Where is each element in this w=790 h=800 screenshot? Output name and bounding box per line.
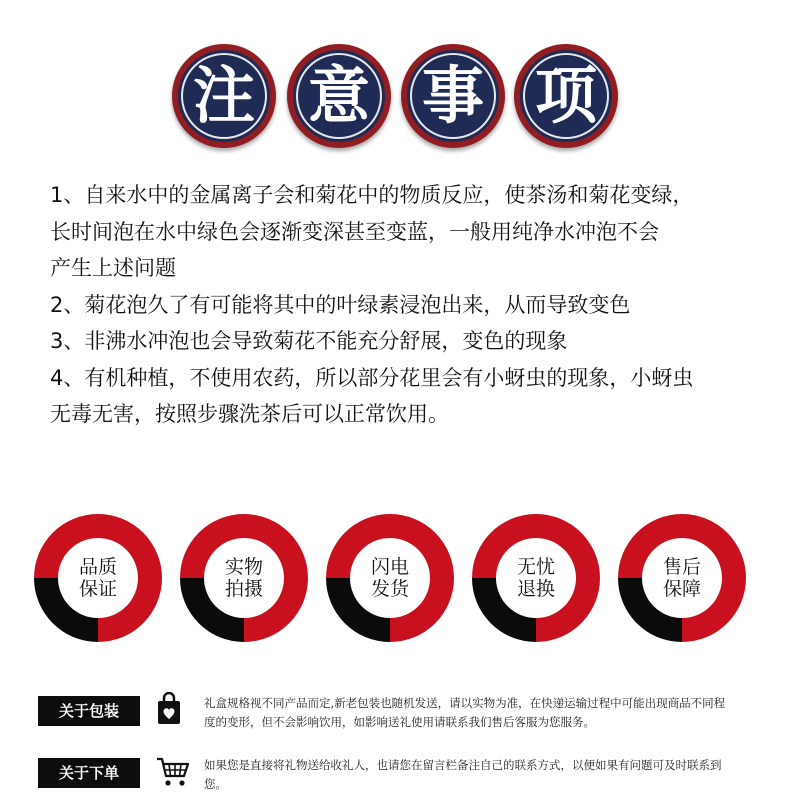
badge-label (350, 538, 430, 618)
badge-line: 拍摄 (224, 578, 263, 600)
shopping-cart-icon (156, 756, 190, 792)
title-char-circle (172, 44, 276, 148)
badge-line: 售后 (662, 556, 701, 578)
badge-line: 品质 (78, 556, 117, 578)
page-title (0, 44, 790, 154)
ordering-text: 如果您是直接将礼物送给收礼人，也请您在留言栏备注自己的联系方式，以便如果有问题可及时联系到您。 (204, 758, 722, 791)
badge-label (642, 538, 722, 618)
notes-list (50, 177, 770, 433)
badge-line: 发货 (370, 578, 409, 600)
after-sales-badge (618, 514, 746, 642)
packaging-label: 关于包装 (38, 696, 140, 726)
note-line: 产生上述问题 (50, 256, 176, 280)
real-photo-badge (180, 514, 308, 642)
note-line: 4、有机种植，不使用农药，所以部分花里会有小蚜虫的现象，小蚜虫 (50, 365, 694, 390)
packaging-info (38, 690, 758, 740)
title-char: 注 (192, 59, 255, 132)
packaging-text: 礼盒规格视不同产品而定,新老包装也随机发送，请以实物为准，在快递运输过程中可能出现商品不同程度的变形，但不会影响饮用，如影响送礼使用请联系我们售后客服为您服务。 (204, 696, 726, 729)
title-char-circle (287, 44, 391, 148)
title-char: 意 (307, 59, 370, 132)
note-line: 长时间泡在水中绿色会逐渐变深甚至变蓝，一般用纯净水冲泡不会 (50, 219, 659, 244)
title-char: 事 (421, 59, 484, 132)
badge-label (58, 538, 138, 618)
easy-return-badge (472, 514, 600, 642)
ordering-label: 关于下单 (38, 758, 140, 788)
badge-line: 无忧 (516, 556, 555, 578)
note-line: 1、自来水中的金属离子会和菊花中的物质反应，使茶汤和菊花变绿， (50, 183, 694, 207)
shopping-bag-heart-icon (156, 692, 182, 730)
badge-label (496, 538, 576, 618)
badge-line: 实物 (224, 556, 263, 578)
title-char-circle (514, 44, 618, 148)
fast-shipping-badge (326, 514, 454, 642)
ordering-info (38, 752, 758, 798)
title-char-circle (401, 44, 505, 148)
title-char: 项 (534, 59, 597, 132)
badge-line: 闪电 (370, 556, 409, 578)
badge-label (204, 538, 284, 618)
service-badges (0, 514, 790, 644)
badge-line: 保证 (78, 578, 117, 600)
quality-badge (34, 514, 162, 642)
note-line: 无毒无害，按照步骤洗茶后可以正常饮用。 (50, 402, 449, 426)
note-line: 3、非沸水冲泡也会导致菊花不能充分舒展，变色的现象 (50, 329, 568, 353)
badge-line: 保障 (662, 578, 701, 600)
badge-line: 退换 (516, 578, 555, 600)
note-line: 2、菊花泡久了有可能将其中的叶绿素浸泡出来，从而导致变色 (50, 292, 631, 317)
